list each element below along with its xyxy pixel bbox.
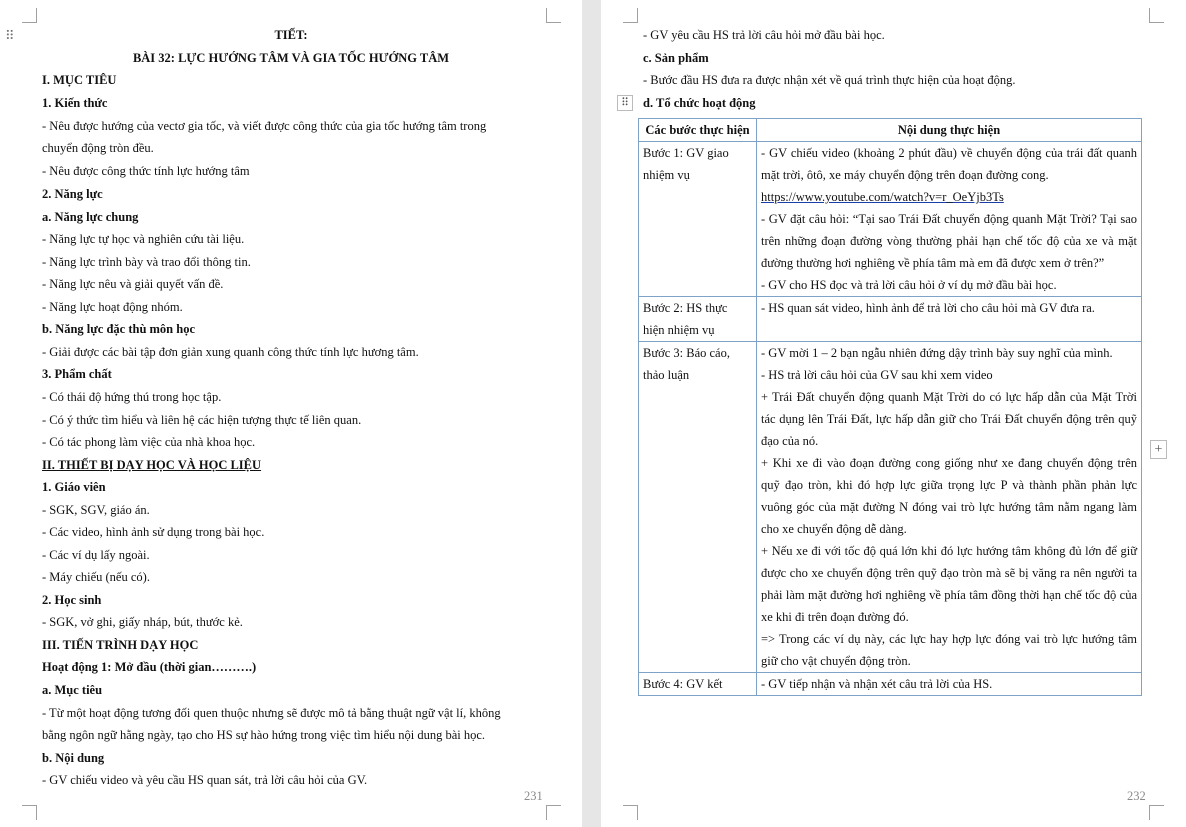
cell-paragraph: - GV tiếp nhận và nhận xét câu trả lời của HS. — [761, 677, 993, 691]
heading: a. Năng lực chung — [42, 210, 139, 224]
heading: II. THIẾT BỊ DẠY HỌC VÀ HỌC LIỆU — [42, 458, 262, 472]
cell-paragraph: => Trong các ví dụ này, các lực hay hợp lực đóng vai trò lực hướng tâm giữ cho vật chuyển động tròn. — [761, 632, 1137, 668]
paragraph: - Nêu được công thức tính lực hướng tâm — [42, 164, 250, 178]
page-number: 232 — [1127, 789, 1146, 803]
table-row — [639, 142, 1142, 297]
paragraph — [42, 118, 545, 134]
cell-paragraph: - GV cho HS đọc và trả lời câu hỏi ở ví dụ mở đầu bài học. — [761, 278, 1057, 292]
crop-mark — [546, 8, 561, 23]
list-item: - Các ví dụ lấy ngoài. — [42, 548, 150, 562]
paragraph: - Từ một hoạt động tương đối quen thuộc nhưng sẽ được mô tả bằng thuật ngữ vật lí, không — [42, 706, 501, 720]
list-item: - Năng lực trình bày và trao đổi thông tin. — [42, 255, 251, 269]
cell-paragraph: - GV đặt câu hỏi: “Tại sao Trái Đất chuyển động quanh Mặt Trời? Tại sao trên những đoạn đường vòng thường phải hạn chế tốc độ của xe và mặt đường thường hơi nghiêng về phía tâm mà em đã được xem ở trên?” — [761, 212, 1137, 270]
heading: III. TIẾN TRÌNH DẠY HỌC — [42, 638, 199, 652]
cell-paragraph: - HS quan sát video, hình ảnh để trả lời cho câu hỏi mà GV đưa ra. — [761, 301, 1095, 315]
list-item: - Máy chiếu (nếu có). — [42, 570, 150, 584]
paragraph: - Bước đầu HS đưa ra được nhận xét về quá trình thực hiện của hoạt động. — [643, 73, 1016, 87]
paragraph: bằng ngôn ngữ hằng ngày, tạo cho HS sự hào hứng trong việc tìm hiểu nội dung bài học. — [42, 728, 486, 742]
content-cell — [757, 297, 1142, 342]
heading: a. Mục tiêu — [42, 683, 103, 697]
list-item: - Có thái độ hứng thú trong học tập. — [42, 390, 222, 404]
crop-mark — [22, 8, 37, 23]
cell-paragraph: + Khi xe đi vào đoạn đường cong giống như xe đang chuyển động trên quỹ đạo tròn, khi đó hợp lực giữa trọng lực P và thành phần phản lực vuông góc của mặt đường N đóng vai trò lực hướng tâm nằm ngang làm cho xe chuyển động dễ dàng. — [761, 456, 1137, 536]
video-link[interactable]: https://www.youtube.com/watch?v=r_OeYjb3Ts — [761, 190, 1004, 204]
table-move-handle-icon[interactable]: ⠿ — [617, 95, 633, 111]
document-page-right — [601, 0, 1186, 827]
heading: 3. Phẩm chất — [42, 367, 112, 381]
list-item: - SGK, vở ghi, giấy nháp, bút, thước kẻ. — [42, 615, 243, 629]
document-page-left — [0, 0, 582, 827]
paragraph: - GV chiếu video và yêu cầu HS quan sát, trả lời câu hỏi của GV. — [42, 773, 368, 787]
cell-paragraph: - GV mời 1 – 2 bạn ngẫu nhiên đứng dậy trình bày suy nghĩ của mình. — [761, 346, 1113, 360]
table-header-row — [639, 119, 1142, 142]
step-cell: Bước 4: GV kết — [639, 673, 757, 696]
heading: 1. Kiến thức — [42, 96, 108, 110]
add-column-icon[interactable]: + — [1150, 440, 1167, 459]
step-cell: Bước 2: HS thực hiện nhiệm vụ — [639, 297, 757, 342]
heading: c. Sản phẩm — [643, 51, 709, 65]
list-item: - Năng lực hoạt động nhóm. — [42, 300, 183, 314]
crop-mark — [1149, 805, 1164, 820]
heading: 2. Học sinh — [42, 593, 102, 607]
heading: I. MỤC TIÊU — [42, 73, 117, 87]
activity-table — [638, 118, 1142, 696]
list-item: - SGK, SGV, giáo án. — [42, 503, 150, 517]
crop-mark — [546, 805, 561, 820]
cell-paragraph: + Trái Đất chuyển động quanh Mặt Trời do có lực hấp dẫn của Mặt Trời tác dụng lên Trái Đất, lực hấp dẫn giữ cho Trái Đất chuyển động trên quỹ đạo của nó. — [761, 390, 1137, 448]
paragraph-text: - Nêu được hướng của vectơ gia tốc, và viết được công thức của gia tốc hướng tâm trong — [42, 119, 487, 133]
table-row — [639, 297, 1142, 342]
heading: d. Tổ chức hoạt động — [643, 96, 756, 110]
paragraph: chuyển động tròn đều. — [42, 141, 154, 155]
crop-mark — [623, 8, 638, 23]
step-cell: Bước 1: GV giao nhiệm vụ — [639, 142, 757, 297]
list-item: - Các video, hình ảnh sử dụng trong bài học. — [42, 525, 265, 539]
crop-mark — [22, 805, 37, 820]
cell-paragraph: - GV chiếu video (khoảng 2 phút đầu) về chuyển động của trái đất quanh mặt trời, ôtô, xe máy chuyển động trên đoạn đường cong. — [761, 146, 1137, 182]
heading: 2. Năng lực — [42, 187, 103, 201]
list-item: - Có ý thức tìm hiểu và liên hệ các hiện tượng thực tế liên quan. — [42, 413, 362, 427]
page-number: 231 — [524, 789, 543, 803]
drag-handle-icon[interactable]: ⠿ — [5, 28, 15, 43]
list-item: - Năng lực tự học và nghiên cứu tài liệu. — [42, 232, 245, 246]
list-item: - Năng lực nêu và giải quyết vấn đề. — [42, 277, 224, 291]
heading: 1. Giáo viên — [42, 480, 106, 494]
crop-mark — [1149, 8, 1164, 23]
crop-mark — [623, 805, 638, 820]
list-item: - Có tác phong làm việc của nhà khoa học. — [42, 435, 256, 449]
step-cell: Bước 3: Báo cáo, thảo luận — [639, 342, 757, 673]
heading: b. Năng lực đặc thù môn học — [42, 322, 196, 336]
content-cell — [757, 673, 1142, 696]
heading: b. Nội dung — [42, 751, 105, 765]
paragraph: - GV yêu cầu HS trả lời câu hỏi mở đầu bài học. — [643, 28, 885, 42]
table-row — [639, 673, 1142, 696]
lesson-subtitle: BÀI 32: LỰC HƯỚNG TÂM VÀ GIA TỐC HƯỚNG TÂM — [132, 51, 450, 65]
table-row — [639, 342, 1142, 673]
lesson-title: TIẾT: — [274, 28, 308, 42]
content-cell — [757, 142, 1142, 297]
list-item: - Giải được các bài tập đơn giản xung quanh công thức tính lực hương tâm. — [42, 345, 419, 359]
cell-paragraph: - HS trả lời câu hỏi của GV sau khi xem video — [761, 368, 993, 382]
table-header-cell: Nội dung thực hiện — [757, 119, 1142, 142]
table-header-cell: Các bước thực hiện — [639, 119, 757, 142]
cell-paragraph: + Nếu xe đi với tốc độ quá lớn khi đó lực hướng tâm không đủ lớn để giữ được cho xe chuyển động trên quỹ đạo tròn mà sẽ bị văng ra nên người ta phải làm mặt đường hơi nghiêng về phía tâm đồng thời hạn chế tốc độ của xe khi đi trên đoạn đường đó. — [761, 544, 1137, 624]
content-cell — [757, 342, 1142, 673]
heading: Hoạt động 1: Mở đầu (thời gian……….) — [42, 660, 257, 674]
